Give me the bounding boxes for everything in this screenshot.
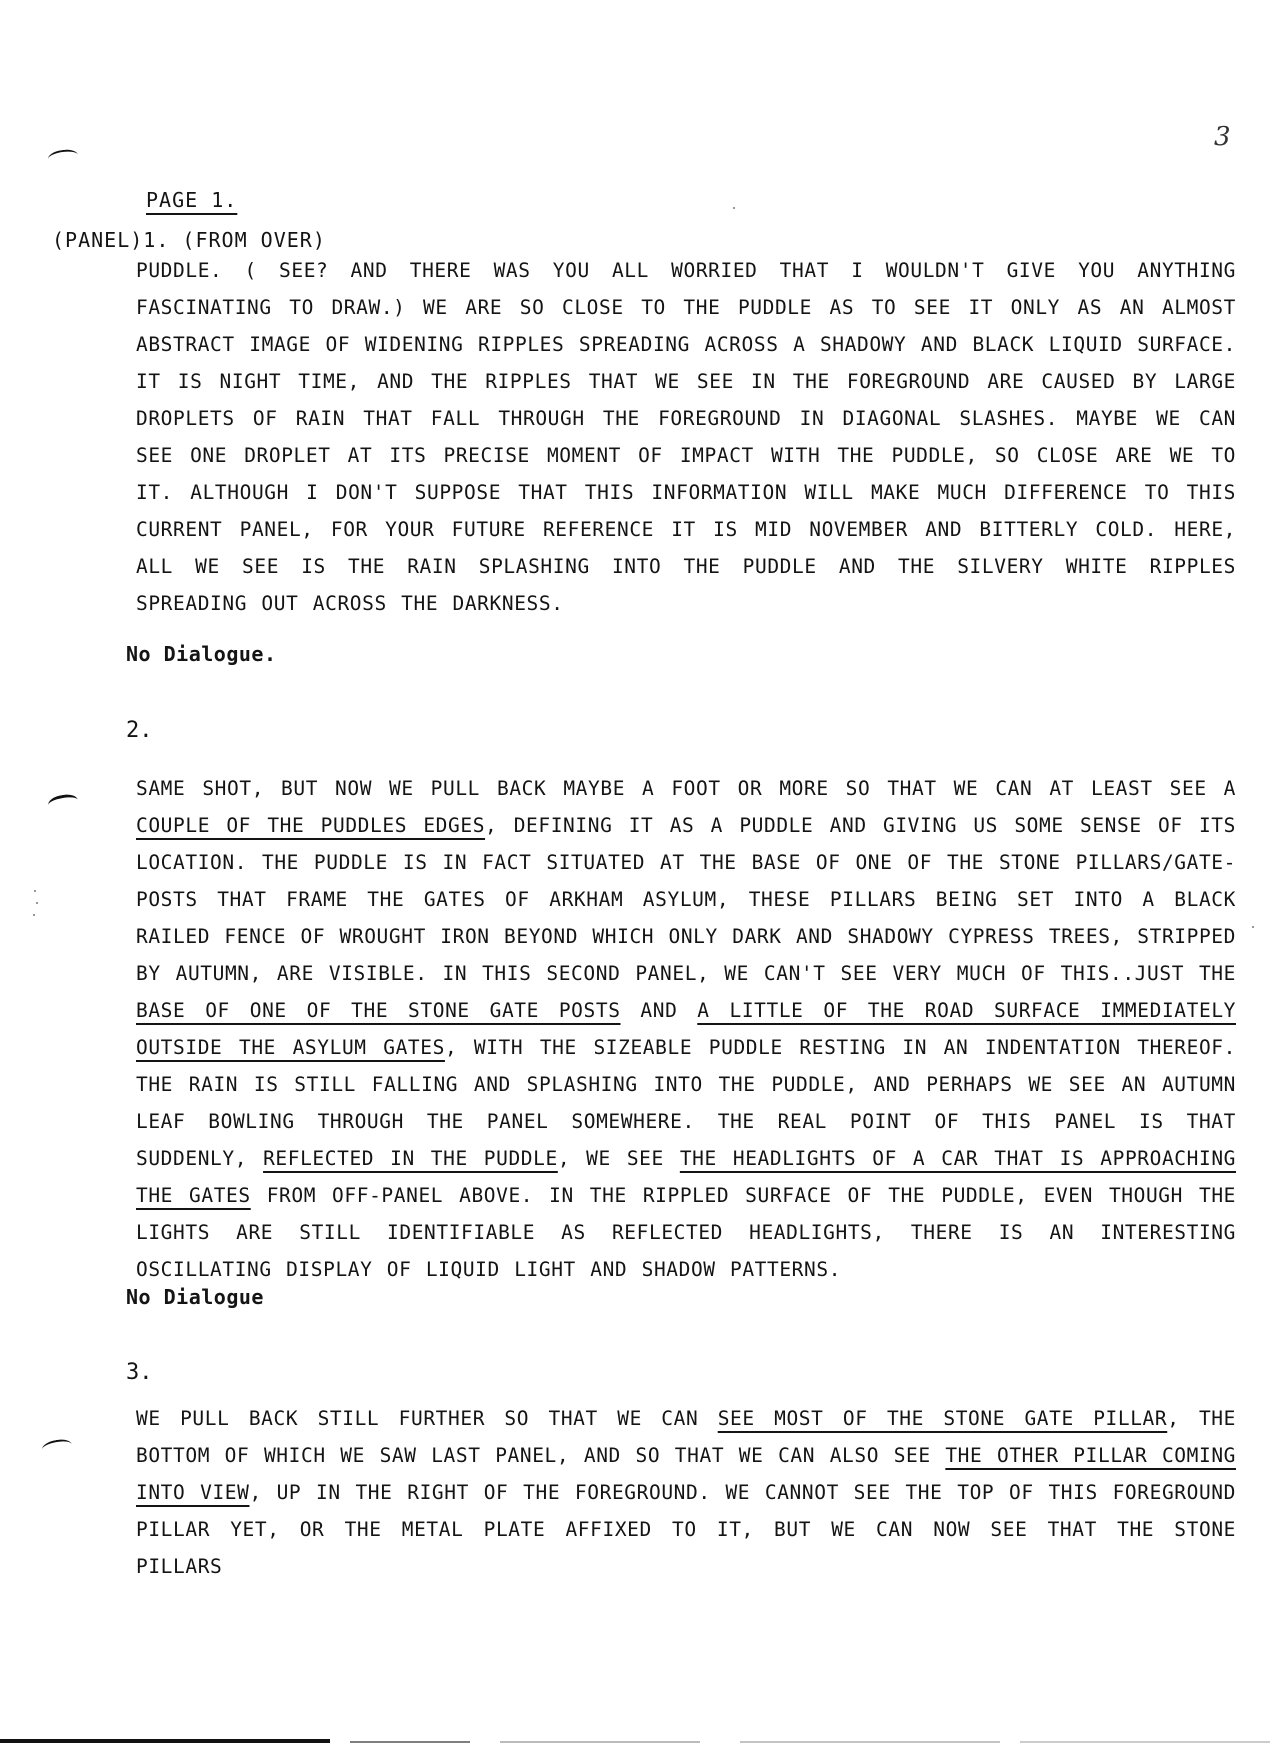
margin-mark <box>41 1438 73 1457</box>
text-run: WE PULL BACK STILL FURTHER SO THAT WE CAN <box>136 1407 718 1430</box>
panel-2-description <box>136 770 1236 1288</box>
text-run: AND <box>620 999 698 1022</box>
underlined-phrase: SEE MOST OF THE STONE GATE PILLAR <box>717 1407 1168 1430</box>
panel-3-number: 3. <box>126 1360 153 1385</box>
text-run: SAME SHOT, BUT NOW WE PULL BACK MAYBE A FOOT OR MORE SO THAT WE CAN AT LEAST SEE A <box>136 777 1236 800</box>
page-heading: PAGE 1. <box>146 188 238 212</box>
underlined-phrase: COUPLE OF THE PUDDLES EDGES <box>136 814 486 837</box>
paper-speck <box>34 890 36 892</box>
text-run: , UP IN THE RIGHT OF THE FOREGROUND. WE CANNOT SEE THE TOP OF THIS FOREGROUND PILLAR YET, OR THE METAL PLATE AFFIXED TO IT, BUT WE CAN NOW SEE THAT THE STONE PILLARS <box>136 1481 1236 1578</box>
text-run: FROM OFF-PANEL ABOVE. IN THE RIPPLED SURFACE OF THE PUDDLE, EVEN THOUGH THE LIGHTS ARE STILL IDENTIFIABLE AS REFLECTED HEADLIGHTS, THERE IS AN INTERESTING OSCILLATING DISPLAY OF LIQUID LIGHT AND SHADOW PATTERNS. <box>136 1184 1237 1281</box>
underlined-phrase: REFLECTED IN THE PUDDLE <box>263 1147 558 1170</box>
underlined-phrase: THE HEADLIGHTS OF A CAR THAT IS APPROACHING THE GATES <box>136 1147 1237 1207</box>
underlined-phrase: A LITTLE OF THE ROAD SURFACE IMMEDIATELY OUTSIDE THE ASYLUM GATES <box>136 999 1236 1059</box>
panel-1-dialogue: No Dialogue. <box>126 642 277 666</box>
paper-speck <box>33 914 35 916</box>
page-number: 3 <box>1214 122 1231 152</box>
text-run: PUDDLE. ( SEE? AND THERE WAS YOU ALL WORRIED THAT I WOULDN'T GIVE YOU ANYTHING FASCINATING TO DRAW.) WE ARE SO CLOSE TO THE PUDDLE AS TO SEE IT ONLY AS AN ALMOST ABSTRACT IMAGE OF WIDENING RIPPLES SPREADING ACROSS A SHADOWY AND BLACK LIQUID SURFACE. IT IS NIGHT TIME, AND THE RIPPLES THAT WE SEE IN THE FOREGROUND ARE CAUSED BY LARGE DROPLETS OF RAIN THAT FALL THROUGH THE FOREGROUND IN DIAGONAL SLASHES. MAYBE WE CAN SEE ONE DROPLET AT ITS PRECISE MOMENT OF IMPACT WITH THE PUDDLE, SO CLOSE ARE WE TO IT. ALTHOUGH I DON'T SUPPOSE THAT THIS INFORMATION WILL MAKE MUCH DIFFERENCE TO THIS CURRENT PANEL, FOR YOUR FUTURE REFERENCE IT IS MID NOVEMBER AND BITTERLY COLD. HERE, ALL WE SEE IS THE RAIN SPLASHING INTO THE PUDDLE AND THE SILVERY WHITE RIPPLES SPREADING OUT ACROSS THE DARKNESS. <box>136 259 1236 615</box>
text-run: , THE BOTTOM OF WHICH WE SAW LAST PANEL, AND SO THAT WE CAN ALSO SEE <box>136 1407 1236 1467</box>
text-run: , WITH THE SIZEABLE PUDDLE RESTING IN AN INDENTATION THEREOF. THE RAIN IS STILL FALLING AND SPLASHING INTO THE PUDDLE, AND PERHAPS WE SEE AN AUTUMN LEAF BOWLING THROUGH THE PANEL SOMEWHERE. THE REAL POINT OF THIS PANEL IS THAT SUDDENLY, <box>136 1036 1236 1170</box>
panel-tag: (PANEL)1. (FROM OVER) <box>52 228 326 252</box>
paper-speck <box>36 902 38 904</box>
margin-mark <box>47 148 79 166</box>
panel-2-number: 2. <box>126 718 153 743</box>
bottom-rule <box>0 1737 1280 1747</box>
text-run: , DEFINING IT AS A PUDDLE AND GIVING US SOME SENSE OF ITS LOCATION. THE PUDDLE IS IN FACT SITUATED AT THE BASE OF ONE OF THE STONE PILLARS/GATE-POSTS THAT FRAME THE GATES OF ARKHAM ASYLUM, THESE PILLARS BEING SET INTO A BLACK RAILED FENCE OF WROUGHT IRON BEYOND WHICH ONLY DARK AND SHADOWY CYPRESS TREES, STRIPPED BY AUTUMN, ARE VISIBLE. IN THIS SECOND PANEL, WE CAN'T SEE VERY MUCH OF THIS..JUST THE <box>136 814 1236 985</box>
panel-2-dialogue: No Dialogue <box>126 1285 264 1309</box>
text-run: , WE SEE <box>557 1147 680 1170</box>
underlined-phrase: THE OTHER PILLAR COMING INTO VIEW <box>136 1444 1237 1504</box>
paper-speck <box>733 207 735 209</box>
panel-1-description <box>136 252 1236 622</box>
underlined-phrase: BASE OF ONE OF THE STONE GATE POSTS <box>136 999 621 1022</box>
panel-3-description <box>136 1400 1236 1585</box>
margin-mark <box>47 793 79 813</box>
paper-speck <box>1252 926 1254 928</box>
